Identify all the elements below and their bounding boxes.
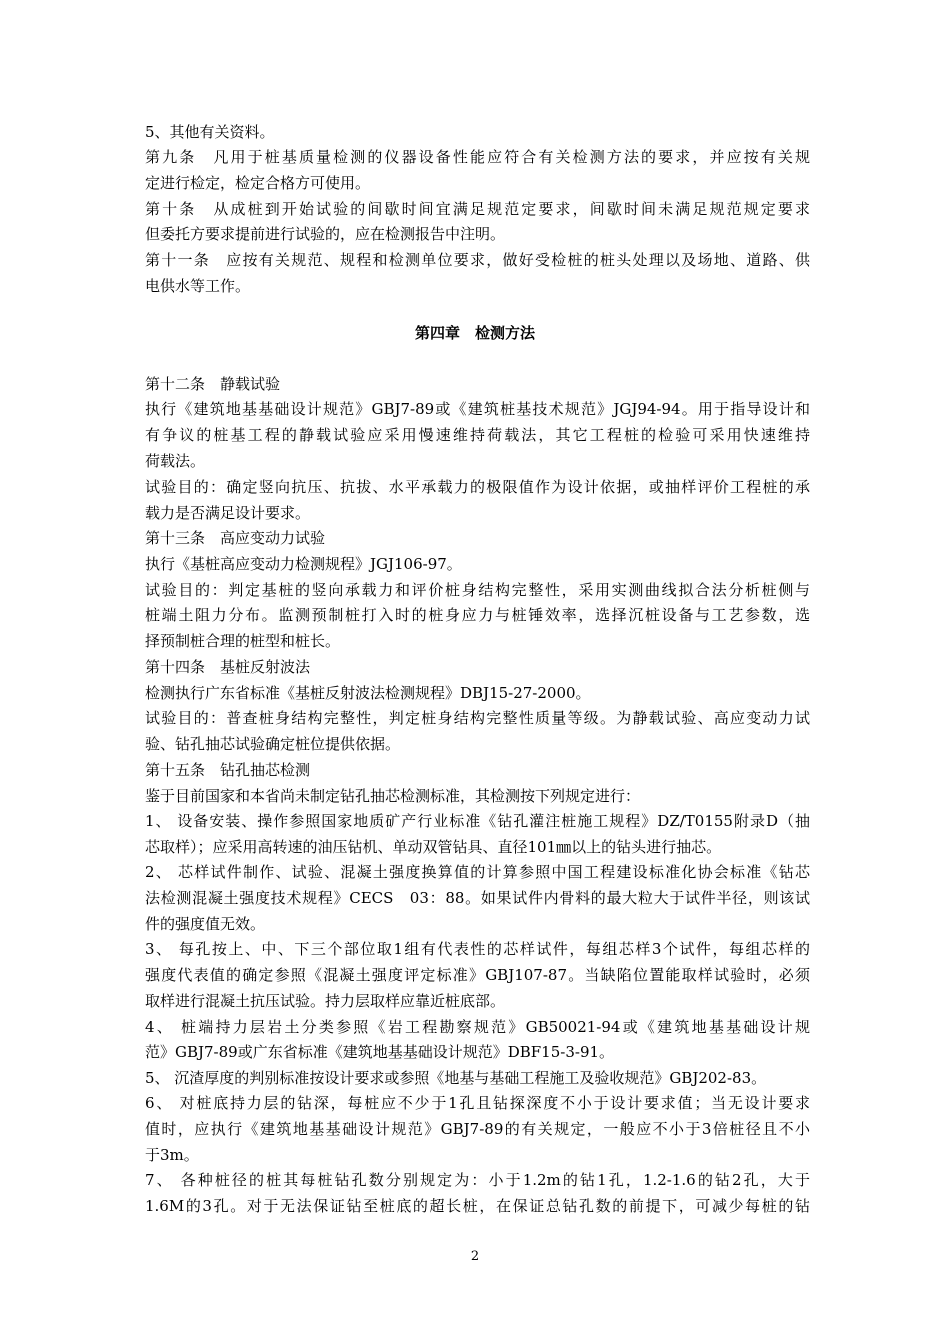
text-line: 验、钻孔抽芯试验确定桩位提供依据。: [145, 735, 401, 753]
text-line: 第九条 凡用于桩基质量检测的仪器设备性能应符合有关检测方法的要求，并应按有关规: [145, 148, 810, 166]
text-line: 检测执行广东省标准《基桩反射波法检测规程》DBJ15-27-2000。: [145, 684, 591, 702]
text-line: 2、 芯样试件制作、试验、混凝土强度换算值的计算参照中国工程建设标准化协会标准《钻芯: [145, 863, 810, 881]
chapter-heading: 第四章 检测方法: [414, 324, 535, 342]
text-line: 但委托方要求提前进行试验的，应在检测报告中注明。: [145, 225, 506, 243]
text-line: 7、 各种桩径的桩其每桩钻孔数分别规定为：小于1.2m的钻1孔，1.2-1.6的钻2孔，大于: [145, 1171, 810, 1189]
text-line: 芯取样）；应采用高转速的油压钻机、单动双管钻具、直径101㎜以上的钻头进行抽芯。: [145, 838, 722, 856]
page-number: 2: [470, 1249, 480, 1264]
text-line: 试验目的：确定竖向抗压、抗拔、水平承载力的极限值作为设计依据，或抽样评价工程桩的承: [145, 478, 810, 496]
text-line: 择预制桩合理的桩型和桩长。: [145, 632, 341, 650]
text-line: 强度代表值的确定参照《混凝土强度评定标准》GBJ107-87。当缺陷位置能取样试验时，必须: [145, 966, 810, 984]
text-line: 试验目的：普查桩身结构完整性，判定桩身结构完整性质量等级。为静载试验、高应变动力试: [145, 709, 810, 727]
text-line: 1、 设备安装、操作参照国家地质矿产行业标准《钻孔灌注桩施工规程》DZ/T0155附录D（抽: [145, 812, 810, 830]
text-line: 第十一条 应按有关规范、规程和检测单位要求，做好受检桩的桩头处理以及场地、道路、供: [145, 251, 810, 269]
text-line: 鉴于目前国家和本省尚未制定钻孔抽芯检测标准，其检测按下列规定进行：: [145, 787, 641, 805]
text-line: 法检测混凝土强度技术规程》CECS 03：88。如果试件内骨料的最大粒大于试件半径，则该试: [145, 889, 810, 907]
text-line: 5、其他有关资料。: [145, 123, 275, 141]
text-line: 4、 桩端持力层岩土分类参照《岩工程勘察规范》GB50021-94或《建筑地基基础设计规: [145, 1018, 810, 1036]
text-line: 执行《基桩高应变动力检测规程》JGJ106-97。: [145, 555, 462, 573]
text-line: 执行《建筑地基基础设计规范》GBJ7-89或《建筑桩基技术规范》JGJ94-94。用于指导设计和: [145, 400, 810, 418]
text-line: 载力是否满足设计要求。: [145, 504, 311, 522]
text-line: 取样进行混凝土抗压试验。持力层取样应靠近桩底部。: [145, 992, 506, 1010]
text-line: 5、 沉渣厚度的判别标准按设计要求或参照《地基与基础工程施工及验收规范》GBJ202-83。: [145, 1069, 767, 1087]
text-line: 定进行检定，检定合格方可使用。: [145, 174, 371, 192]
text-line: 于3m。: [145, 1146, 199, 1164]
text-line: 第十五条 钻孔抽芯检测: [145, 761, 311, 779]
text-line: 荷载法。: [145, 452, 206, 470]
text-line: 6、 对桩底持力层的钻深，每桩应不少于1孔且钻探深度不小于设计要求值；当无设计要求: [145, 1094, 810, 1112]
text-line: 第十三条 高应变动力试验: [145, 529, 326, 547]
text-line: 有争议的桩基工程的静载试验应采用慢速维持荷载法，其它工程桩的检验可采用快速维持: [145, 426, 810, 444]
text-line: 试验目的：判定基桩的竖向承载力和评价桩身结构完整性，采用实测曲线拟合法分析桩侧与: [145, 581, 810, 599]
text-line: 桩端土阻力分布。监测预制桩打入时的桩身应力与桩锤效率，选择沉桩设备与工艺参数，选: [145, 606, 810, 624]
text-line: 第十二条 静载试验: [145, 375, 281, 393]
text-line: 值时，应执行《建筑地基基础设计规范》GBJ7-89的有关规定，一般应不小于3倍桩径且不小: [145, 1120, 810, 1138]
text-line: 件的强度值无效。: [145, 915, 266, 933]
text-line: 范》GBJ7-89或广东省标准《建筑地基基础设计规范》DBF15-3-91。: [145, 1043, 615, 1061]
text-line: 第十四条 基桩反射波法: [145, 658, 311, 676]
text-line: 第十条 从成桩到开始试验的间歇时间宜满足规范定要求，间歇时间未满足规范规定要求: [145, 200, 810, 218]
text-line: 3、 每孔按上、中、下三个部位取1组有代表性的芯样试件，每组芯样3个试件，每组芯样的: [145, 940, 810, 958]
text-line: 1.6M的3孔。对于无法保证钻至桩底的超长桩，在保证总钻孔数的前提下，可减少每桩的钻: [145, 1197, 810, 1215]
text-line: 电供水等工作。: [145, 277, 251, 295]
